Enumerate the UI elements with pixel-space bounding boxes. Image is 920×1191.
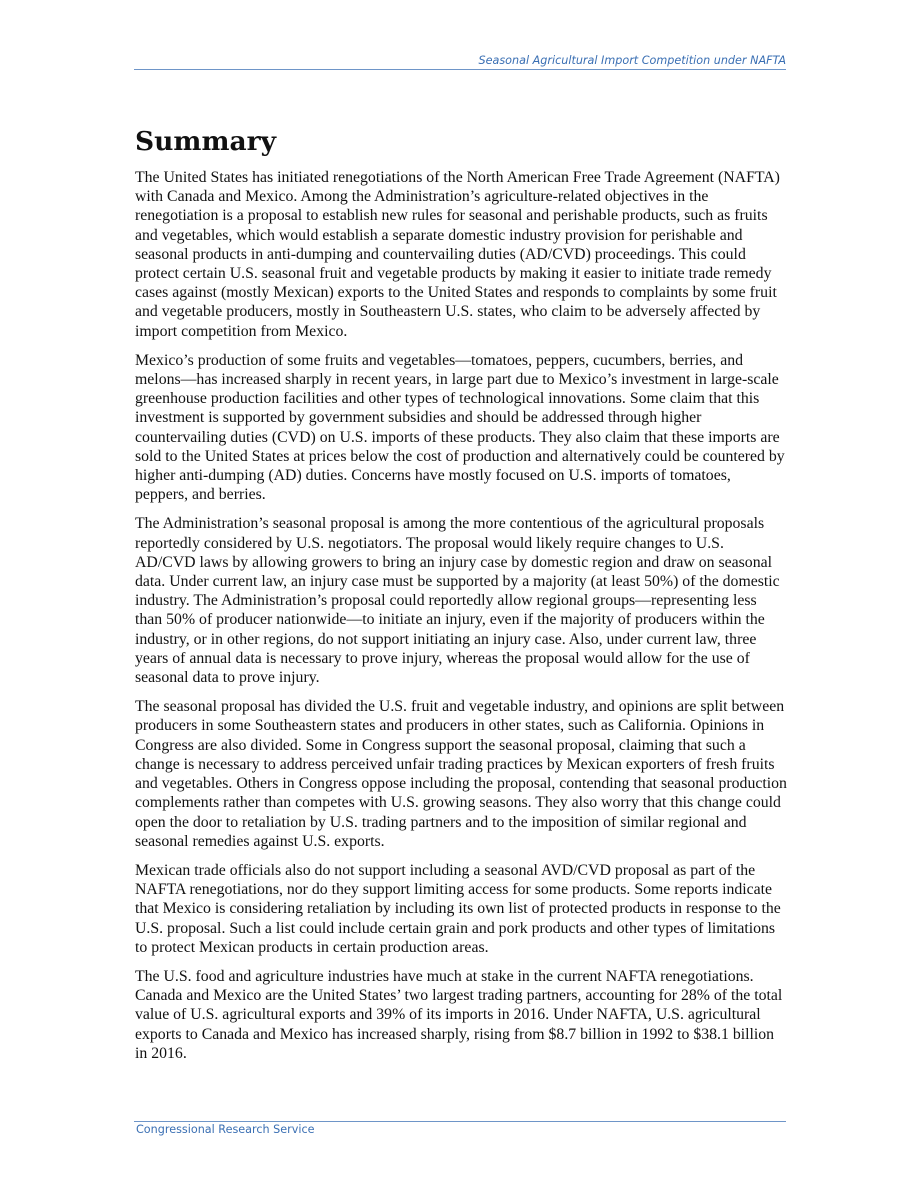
summary-paragraph-4: The seasonal proposal has divided the U.S. fruit and vegetable industry, and opinions are split between producers in some Southeastern states and producers in other states, such as California. Opinions in Congress are also divided. Some in Congress support the seasonal proposal, claiming that such a change is necessary to address perceived unfair trading practices by Mexican exporters of fresh fruits and vegetables. Others in Congress oppose including the proposal, contending that seasonal production complements rather than competes with U.S. growing seasons. They also worry that this change could open the door to retaliation by U.S. trading partners and to the imposition of similar regional and seasonal remedies against U.S. exports.	[135, 698, 787, 850]
summary-body	[135, 168, 787, 1073]
page-title: Summary	[135, 126, 277, 157]
running-header-title: Seasonal Agricultural Import Competition under NAFTA	[478, 54, 786, 67]
footer-publisher: Congressional Research Service	[136, 1123, 315, 1136]
summary-paragraph-3: The Administration’s seasonal proposal is among the more contentious of the agricultural proposals reportedly considered by U.S. negotiators. The proposal would likely require changes to U.S. AD/CVD laws by allowing growers to bring an injury case by domestic region and draw on seasonal data. Under current law, an injury case must be supported by a majority (at least 50%) of the domestic industry. The Administration’s proposal could reportedly allow regional groups—representing less than 50% of producer nationwide—to initiate an injury, even if the majority of producers within the industry, or in other regions, do not support initiating an injury case. Also, under current law, three years of annual data is necessary to prove injury, whereas the proposal would allow for the use of seasonal data to prove injury.	[135, 515, 780, 687]
summary-paragraph-5: Mexican trade officials also do not support including a seasonal AVD/CVD proposal as part of the NAFTA renegotiations, nor do they support limiting access for some products. Some reports indicate that Mexico is considering retaliation by including its own list of protected products in response to the U.S. proposal. Such a list could include certain grain and pork products and other types of limitations to protect Mexican products in certain production areas.	[135, 861, 781, 956]
summary-paragraph-2: Mexico’s production of some fruits and vegetables—tomatoes, peppers, cucumbers, berries, and melons—has increased sharply in recent years, in large part due to Mexico’s investment in large-scale greenhouse production facilities and other types of technological innovations. Some claim that this investment is supported by government subsidies and should be addressed through higher countervailing duties (CVD) on U.S. imports of these products. They also claim that these imports are sold to the United States at prices below the cost of production and alternatively could be countered by higher anti-dumping (AD) duties. Concerns have mostly focused on U.S. imports of tomatoes, peppers, and berries.	[135, 351, 785, 504]
summary-paragraph-1: The United States has initiated renegotiations of the North American Free Trade Agreement (NAFTA) with Canada and Mexico. Among the Administration’s agriculture-related objectives in the renegotiation is a proposal to establish new rules for seasonal and perishable products, such as fruits and vegetables, which would establish a separate domestic industry provision for perishable and seasonal products in anti-dumping and countervailing duties (AD/CVD) proceedings. This could protect certain U.S. seasonal fruit and vegetable products by making it easier to initiate trade remedy cases against (mostly Mexican) exports to the United States and responds to complaints by some fruit and vegetable producers, mostly in Southeastern U.S. states, who claim to be adversely affected by import competition from Mexico.	[135, 169, 780, 340]
header-divider	[134, 69, 786, 70]
footer-divider	[134, 1121, 786, 1122]
summary-paragraph-6: The U.S. food and agriculture industries have much at stake in the current NAFTA renegotiations. Canada and Mexico are the United States’ two largest trading partners, accounting for 28% of the total value of U.S. agricultural exports and 39% of its imports in 2016. Under NAFTA, U.S. agricultural exports to Canada and Mexico has increased sharply, rising from $8.7 billion in 1992 to $38.1 billion in 2016.	[135, 967, 783, 1062]
